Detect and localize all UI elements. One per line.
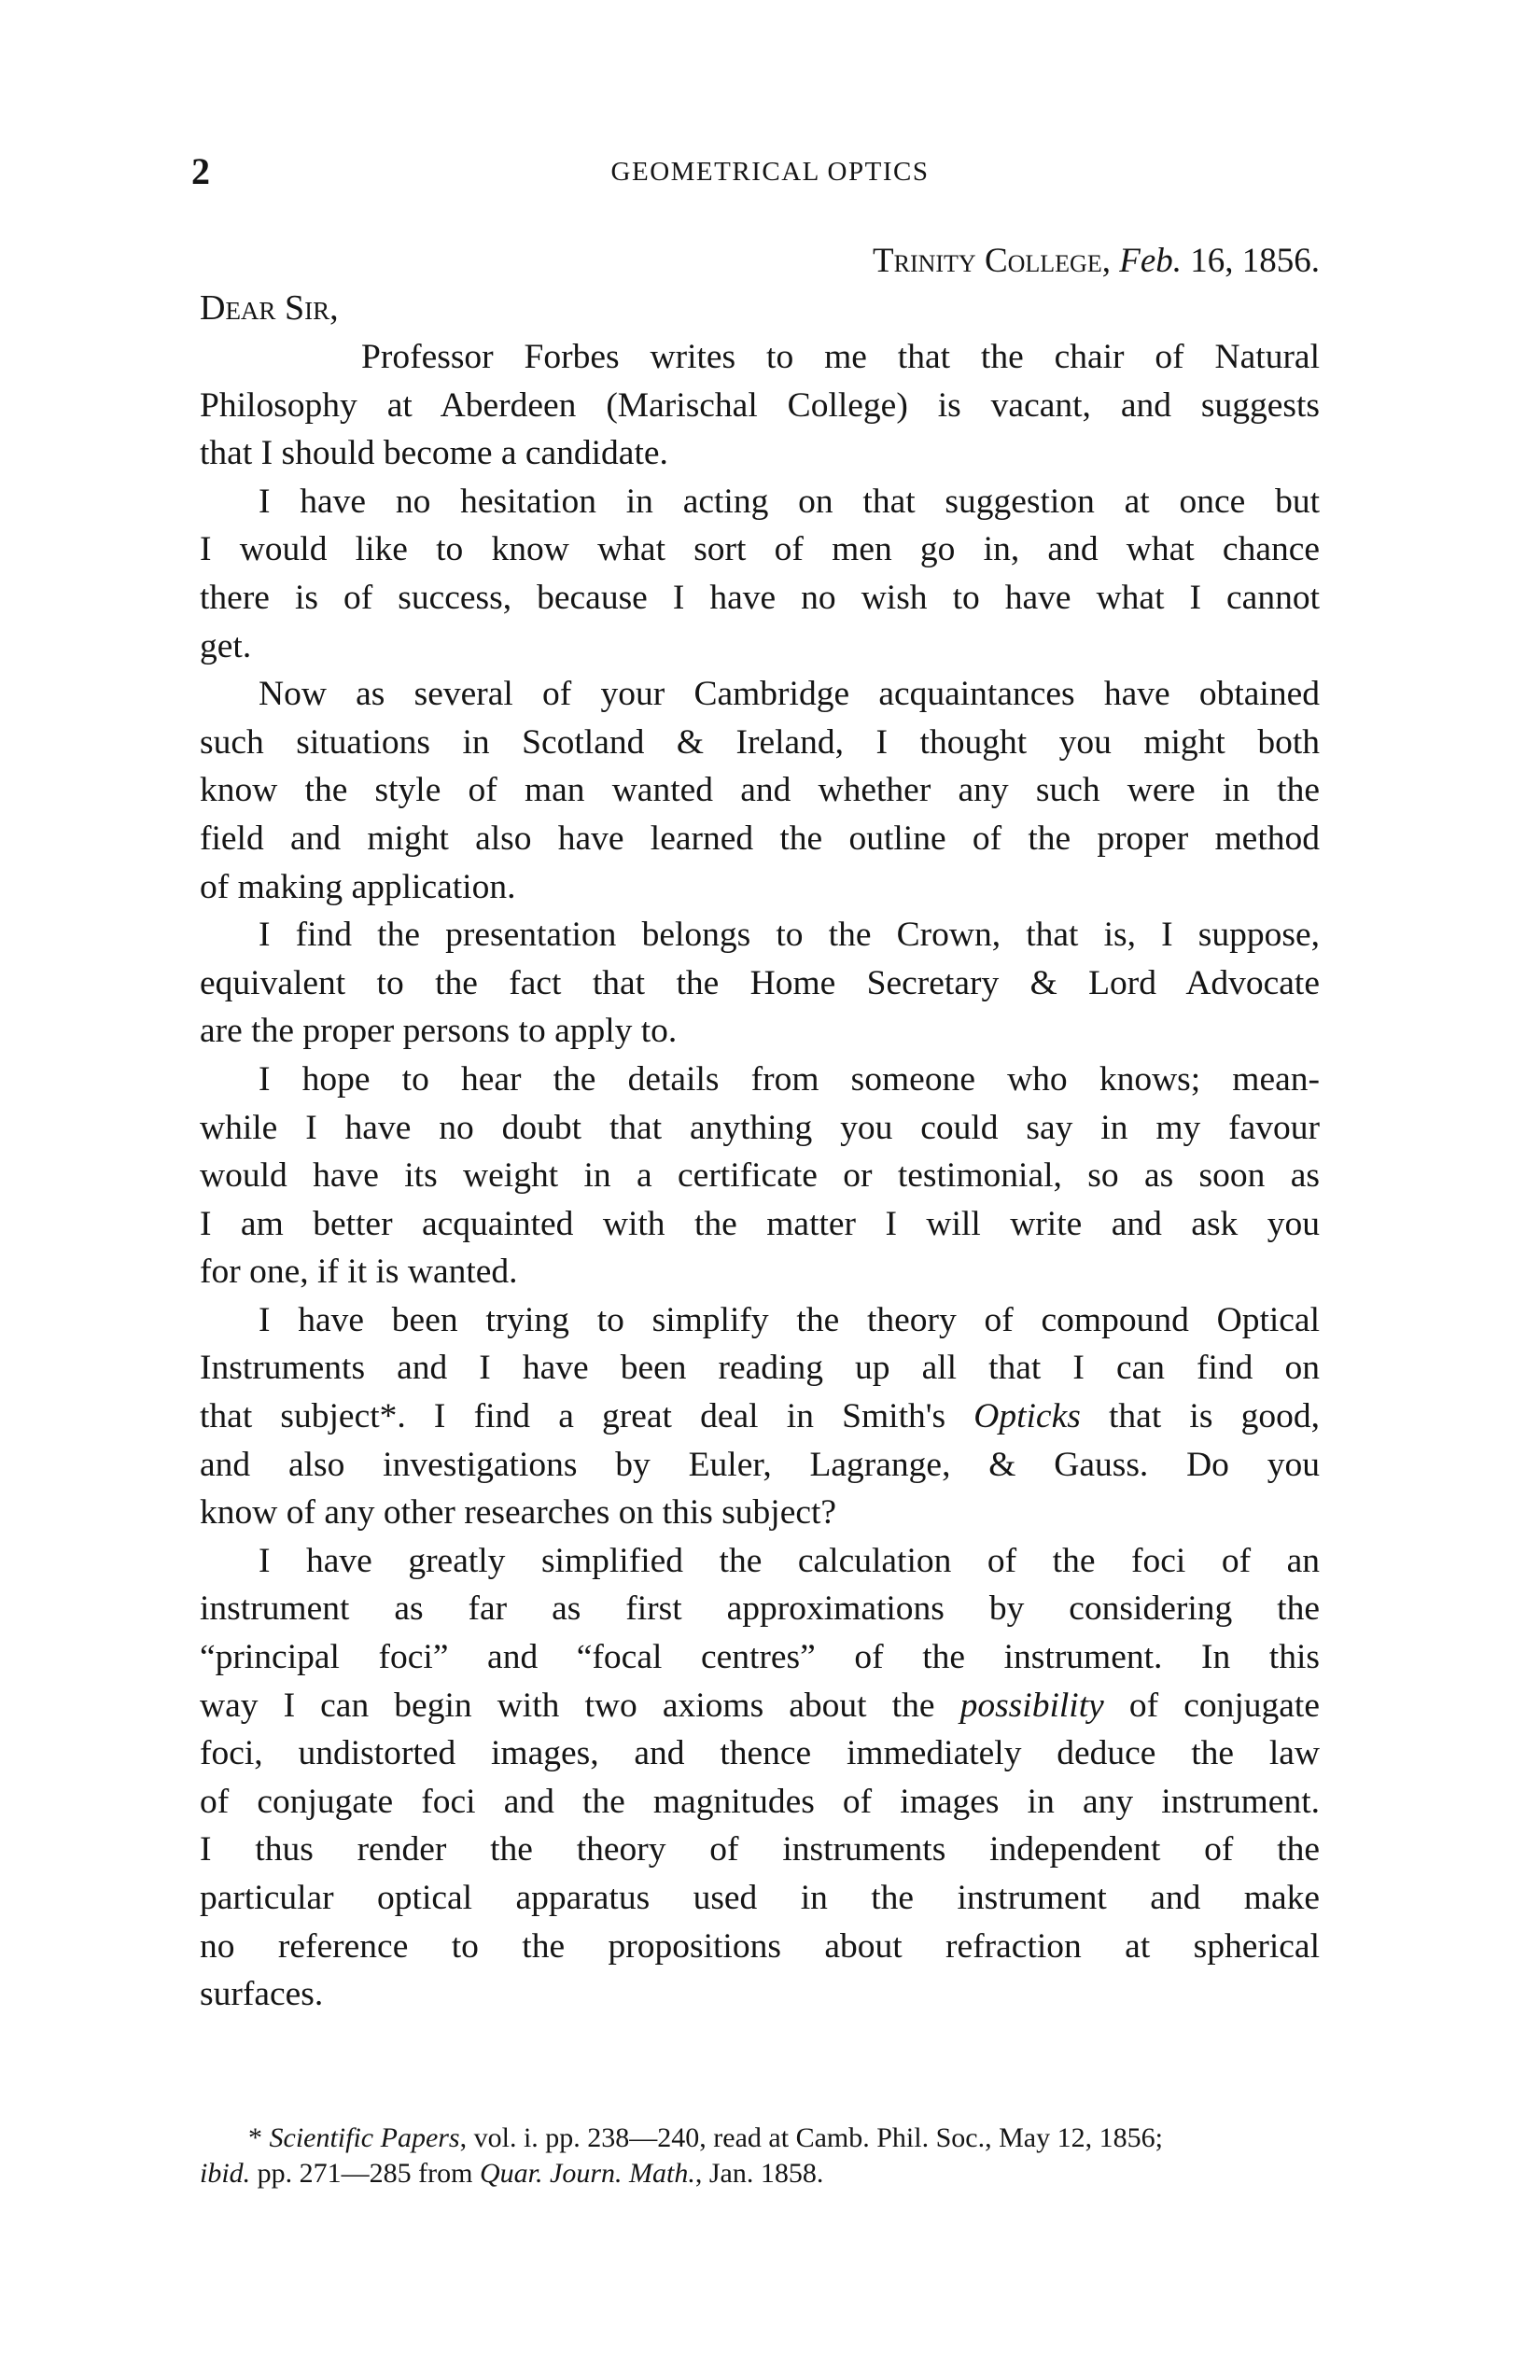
text-line: Professor Forbes writes to me that the chair of Natural [361, 338, 1320, 376]
text-segment: way I can begin with two axioms about the [200, 1686, 960, 1725]
date-month: Feb. [1119, 242, 1182, 280]
paragraph [200, 333, 1320, 478]
text-line [200, 1393, 1320, 1441]
italic-text: possibility [959, 1686, 1104, 1725]
text-segment: , vol. i. pp. 238—240, read at Camb. Phil. Soc., May 12, 1856; [459, 2122, 1163, 2153]
text-line: know the style of man wanted and whether any such were in the [200, 771, 1320, 810]
text-line: of conjugate foci and the magnitudes of images in any instrument. [200, 1782, 1320, 1821]
text-line: get. [200, 626, 252, 665]
place: Trinity College, [873, 242, 1111, 280]
paragraph [200, 670, 1320, 911]
text-line: such situations in Scotland & Ireland, I thought you might both [200, 722, 1320, 762]
text-segment: that subject*. I find a great deal in Smith's [200, 1397, 974, 1436]
text-line: Now as several of your Cambridge acquaintances have obtained [259, 675, 1320, 714]
footnote-line [200, 2156, 1320, 2191]
text-line: I have greatly simplified the calculation of the foci of an [259, 1541, 1320, 1580]
text-line: I thus render the theory of instruments independent of the [200, 1830, 1320, 1869]
paragraph [200, 478, 1320, 670]
text-segment: pp. 271—285 from [250, 2158, 480, 2189]
footnote-line [200, 2121, 1320, 2156]
paragraph [200, 1537, 1320, 2019]
italic-text: Opticks [973, 1397, 1081, 1436]
text-line: for one, if it is wanted. [200, 1253, 518, 1292]
text-line: and also investigations by Euler, Lagrange, & Gauss. Do you [200, 1445, 1320, 1484]
text-line: I have been trying to simplify the theory of compound Optical [259, 1300, 1320, 1339]
text-line: I hope to hear the details from someone who knows; mean- [259, 1059, 1320, 1099]
text-line: foci, undistorted images, and thence immediately deduce the law [200, 1734, 1320, 1773]
text-line: Instruments and I have been reading up all that I can find on [200, 1349, 1320, 1388]
text-line: I am better acquainted with the matter I will write and ask you [200, 1204, 1320, 1243]
paragraph [200, 1296, 1320, 1537]
text-line: field and might also have learned the outline of the proper method [200, 819, 1320, 858]
text-segment: of conjugate [1103, 1686, 1320, 1725]
text-segment: * [248, 2122, 270, 2153]
text-line [200, 1682, 1320, 1730]
running-title: GEOMETRICAL OPTICS [610, 157, 930, 187]
italic-text: Quar. Journ. Math. [480, 2158, 695, 2189]
text-line: I would like to know what sort of men go in, and what chance [200, 530, 1320, 569]
text-line: I find the presentation belongs to the Crown, that is, I suppose, [259, 916, 1320, 955]
text-line: surfaces. [200, 1975, 324, 2014]
text-line: “principal foci” and “focal centres” of the instrument. In this [200, 1638, 1320, 1677]
text-line: know of any other researches on this subject? [200, 1493, 837, 1533]
text-line: would have its weight in a certificate or testimonial, so as soon as [200, 1156, 1320, 1196]
text-line: Philosophy at Aberdeen (Marischal College) is vacant, and suggests [200, 385, 1320, 425]
text-line: there is of success, because I have no wish to have what I cannot [200, 578, 1320, 617]
text-line: instrument as far as first approximations by considering the [200, 1589, 1320, 1629]
text-line: equivalent to the fact that the Home Secretary & Lord Advocate [200, 963, 1320, 1002]
text-line: of making application. [200, 867, 516, 906]
text-line: that I should become a candidate. [200, 434, 668, 473]
page-number: 2 [191, 150, 210, 192]
italic-text: ibid. [200, 2158, 251, 2189]
dateline [873, 241, 1320, 281]
text-line: no reference to the propositions about refraction at spherical [200, 1926, 1320, 1966]
footnote [200, 2121, 1320, 2191]
paragraph [200, 911, 1320, 1056]
italic-text: Scientific Papers [269, 2122, 460, 2153]
text-segment: , Jan. 1858. [694, 2158, 824, 2189]
text-line: are the proper persons to apply to. [200, 1012, 678, 1051]
text-line: particular optical apparatus used in the instrument and make [200, 1879, 1320, 1917]
text-line: I have no hesitation in acting on that suggestion at once but [259, 482, 1320, 521]
salutation: Dear Sir, [200, 288, 339, 328]
text-segment: that is good, [1080, 1397, 1320, 1436]
paragraph [200, 1056, 1320, 1296]
text-line: while I have no doubt that anything you could say in my favour [200, 1108, 1320, 1147]
letter-body [200, 333, 1320, 2019]
date-rest: 16, 1856. [1190, 242, 1320, 280]
